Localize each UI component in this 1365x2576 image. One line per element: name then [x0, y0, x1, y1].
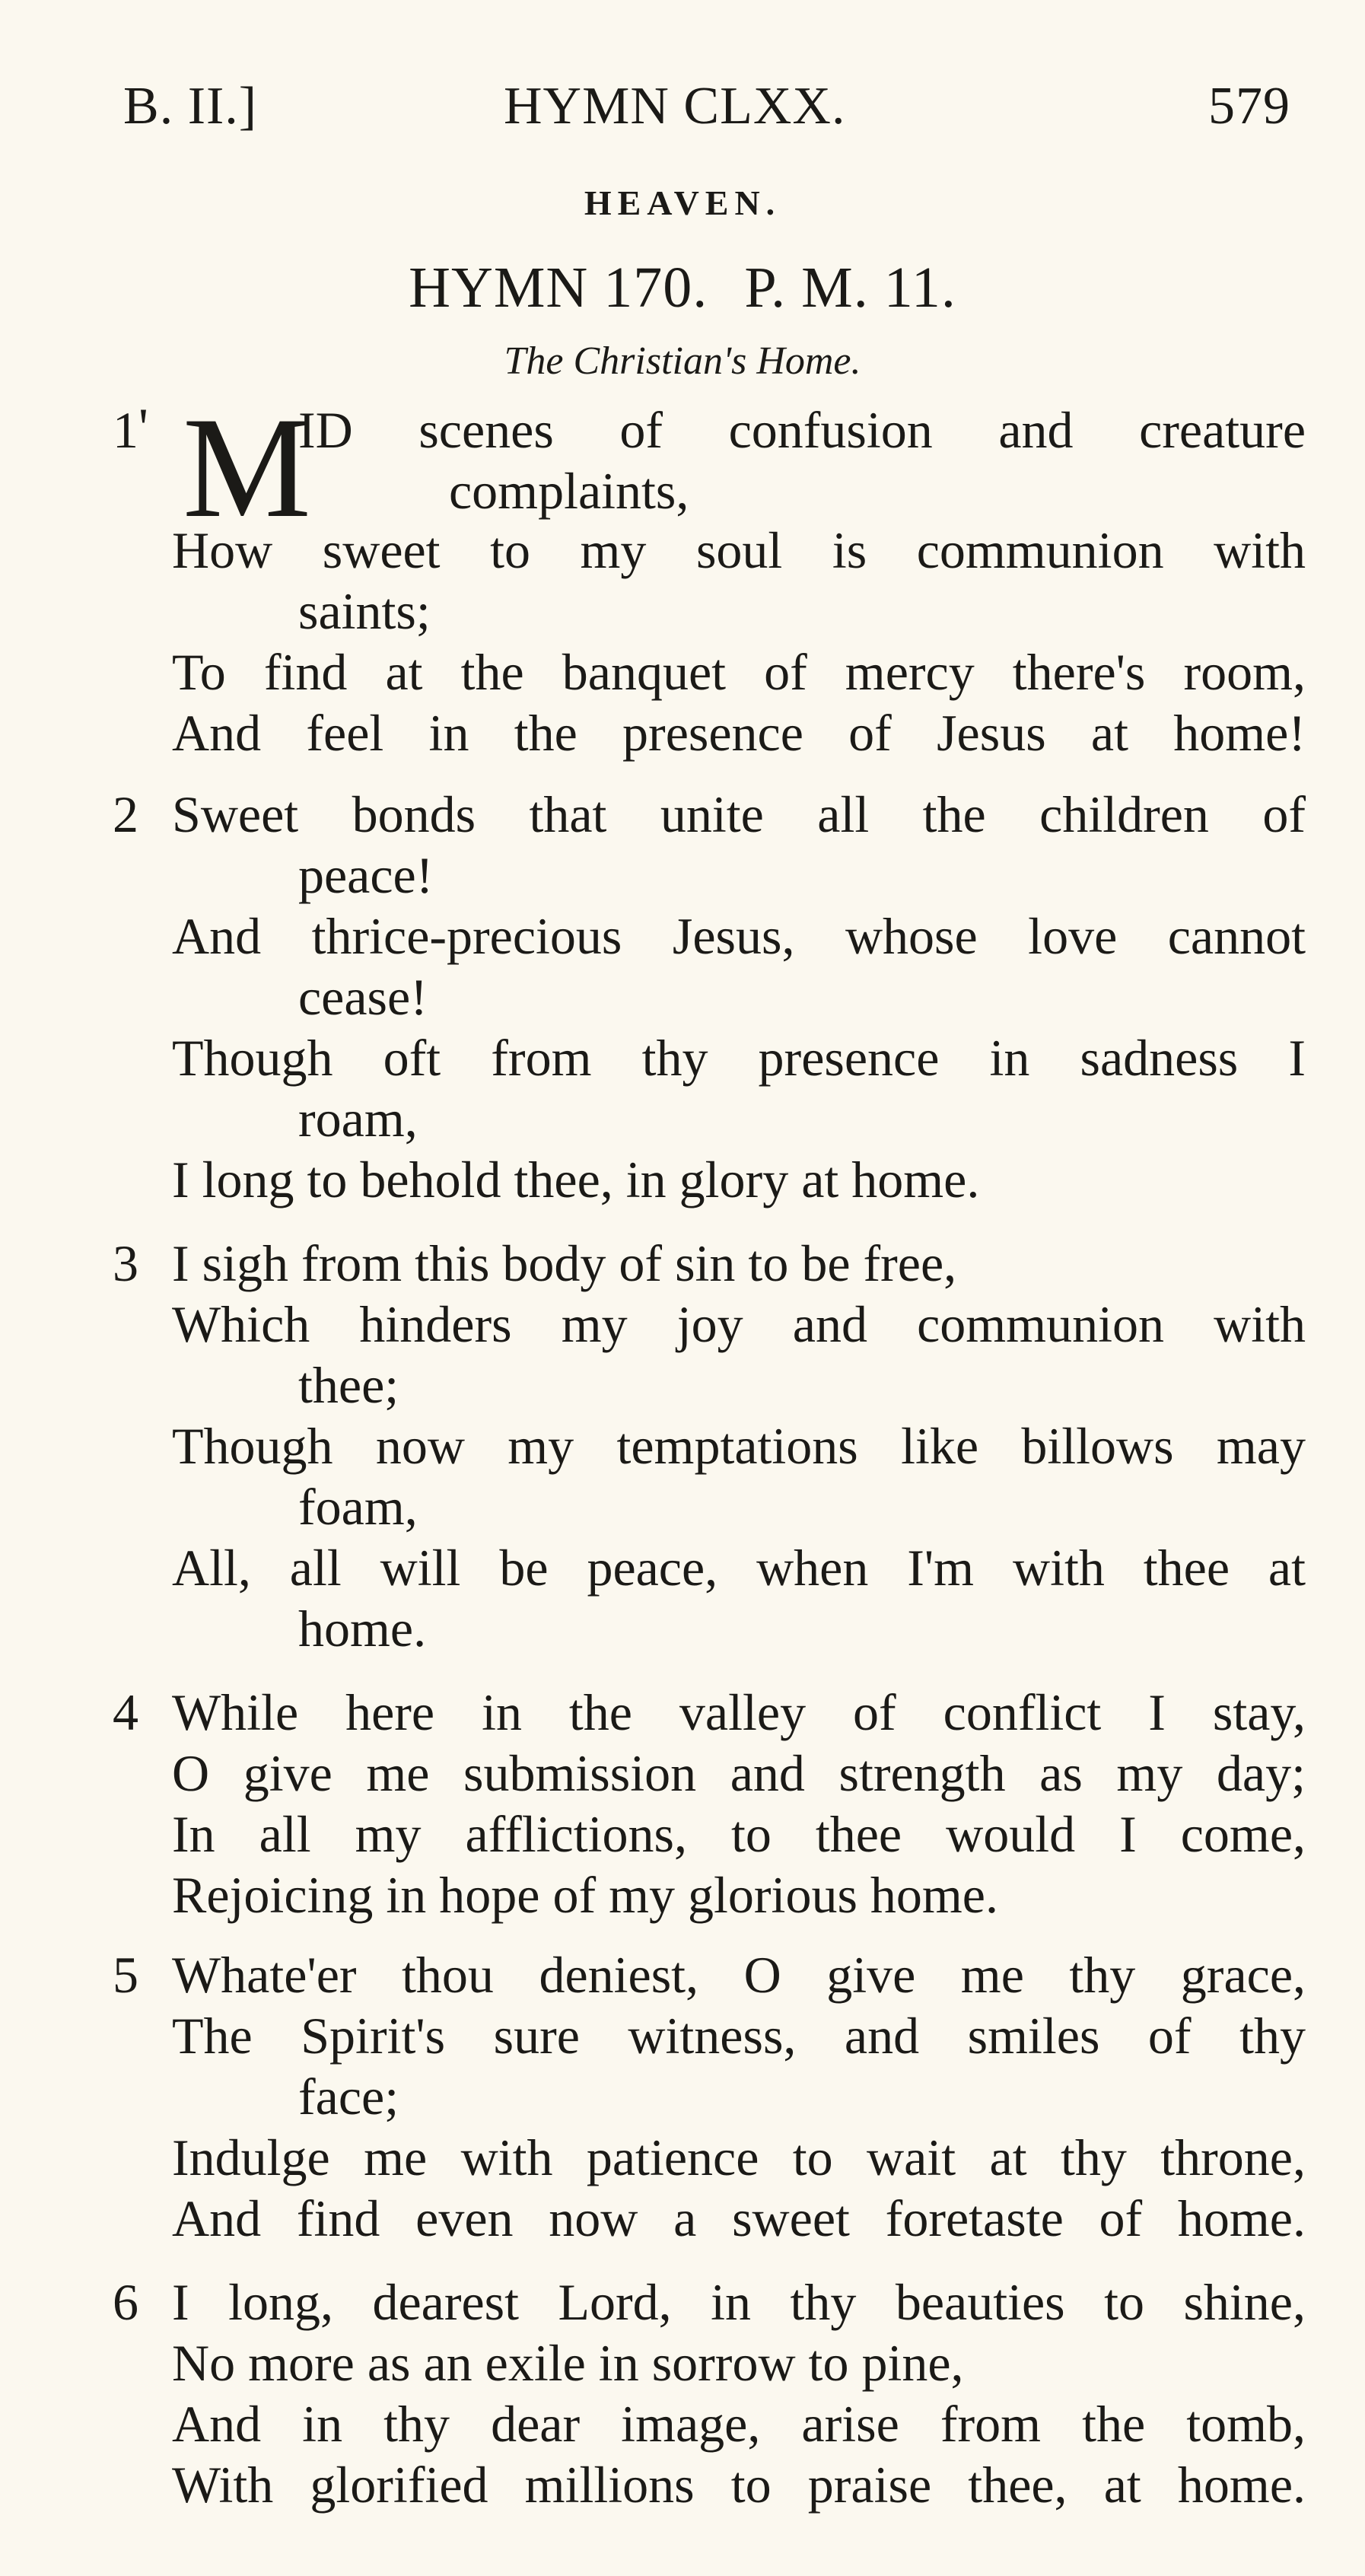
verse-line: All, all will be peace, when I'm with thee at	[172, 1539, 1306, 1597]
verse-line: To find at the banquet of mercy there's room,	[172, 643, 1306, 701]
verse-line: ID scenes of confusion and creature	[298, 401, 1306, 459]
verse-line-continuation: complaints,	[449, 462, 689, 520]
verse-line: Whate'er thou deniest, O give me thy grace,	[172, 1946, 1306, 2004]
verse-line: I sigh from this body of sin to be free,	[172, 1234, 957, 1292]
verse-line: With glorified millions to praise thee, at home.	[172, 2456, 1306, 2514]
verse-line: I long, dearest Lord, in thy beauties to shine,	[172, 2273, 1306, 2331]
drop-cap: M	[183, 388, 311, 548]
page-number: 579	[1208, 77, 1290, 135]
verse-line: Sweet bonds that unite all the children of	[172, 785, 1306, 843]
verse-line-continuation: face;	[298, 2068, 399, 2125]
verse-line: And thrice-precious Jesus, whose love cannot	[172, 907, 1306, 965]
stanza-number: 4	[113, 1683, 138, 1741]
verse-line: Which hinders my joy and communion with	[172, 1295, 1306, 1353]
verse-line: No more as an exile in sorrow to pine,	[172, 2334, 964, 2392]
verse-line-continuation: saints;	[298, 582, 431, 640]
stanza-number: 2	[113, 785, 138, 843]
verse-line: Rejoicing in hope of my glorious home.	[172, 1866, 998, 1924]
verse-line: In all my afflictions, to thee would I come,	[172, 1805, 1306, 1863]
verse-line-continuation: thee;	[298, 1356, 399, 1414]
running-head	[0, 76, 1365, 145]
section-title: HEAVEN.	[584, 183, 781, 222]
book-section-label: B. II.]	[123, 77, 258, 135]
verse-line-continuation: home.	[298, 1600, 427, 1657]
verse-line: Indulge me with patience to wait at thy throne,	[172, 2129, 1306, 2186]
verse-line-continuation: peace!	[298, 846, 434, 904]
verse-line-continuation: foam,	[298, 1478, 418, 1536]
hymn-number: HYMN 170.	[409, 256, 708, 320]
hymn-roman-numeral: HYMN CLXX.	[504, 77, 846, 135]
verse-line: While here in the valley of conflict I stay,	[172, 1683, 1306, 1741]
stanza-number: 3	[113, 1234, 138, 1292]
verse-line: Though oft from thy presence in sadness I	[172, 1029, 1306, 1087]
verse-line: The Spirit's sure witness, and smiles of thy	[172, 2007, 1306, 2065]
hymn-heading	[0, 255, 1365, 321]
hymn-meter: P. M. 11.	[744, 256, 956, 320]
drop-cap-apostrophe: '	[138, 397, 148, 458]
stanza-number: 5	[113, 1946, 138, 2004]
verse-line: And in thy dear image, arise from the tomb,	[172, 2395, 1306, 2453]
verse-line: O give me submission and strength as my day;	[172, 1744, 1306, 1802]
stanza-number: 1	[113, 401, 138, 459]
verse-line: How sweet to my soul is communion with	[172, 521, 1306, 579]
verse-line: And find even now a sweet foretaste of home.	[172, 2189, 1306, 2247]
verse-line: Though now my temptations like billows may	[172, 1417, 1306, 1475]
verse-line-continuation: cease!	[298, 968, 428, 1026]
verse-line: I long to behold thee, in glory at home.	[172, 1151, 980, 1208]
verse-line-continuation: roam,	[298, 1090, 418, 1148]
verse-line: And feel in the presence of Jesus at home!	[172, 704, 1306, 762]
stanza-number: 6	[113, 2273, 138, 2331]
hymn-subtitle: The Christian's Home.	[504, 339, 861, 383]
